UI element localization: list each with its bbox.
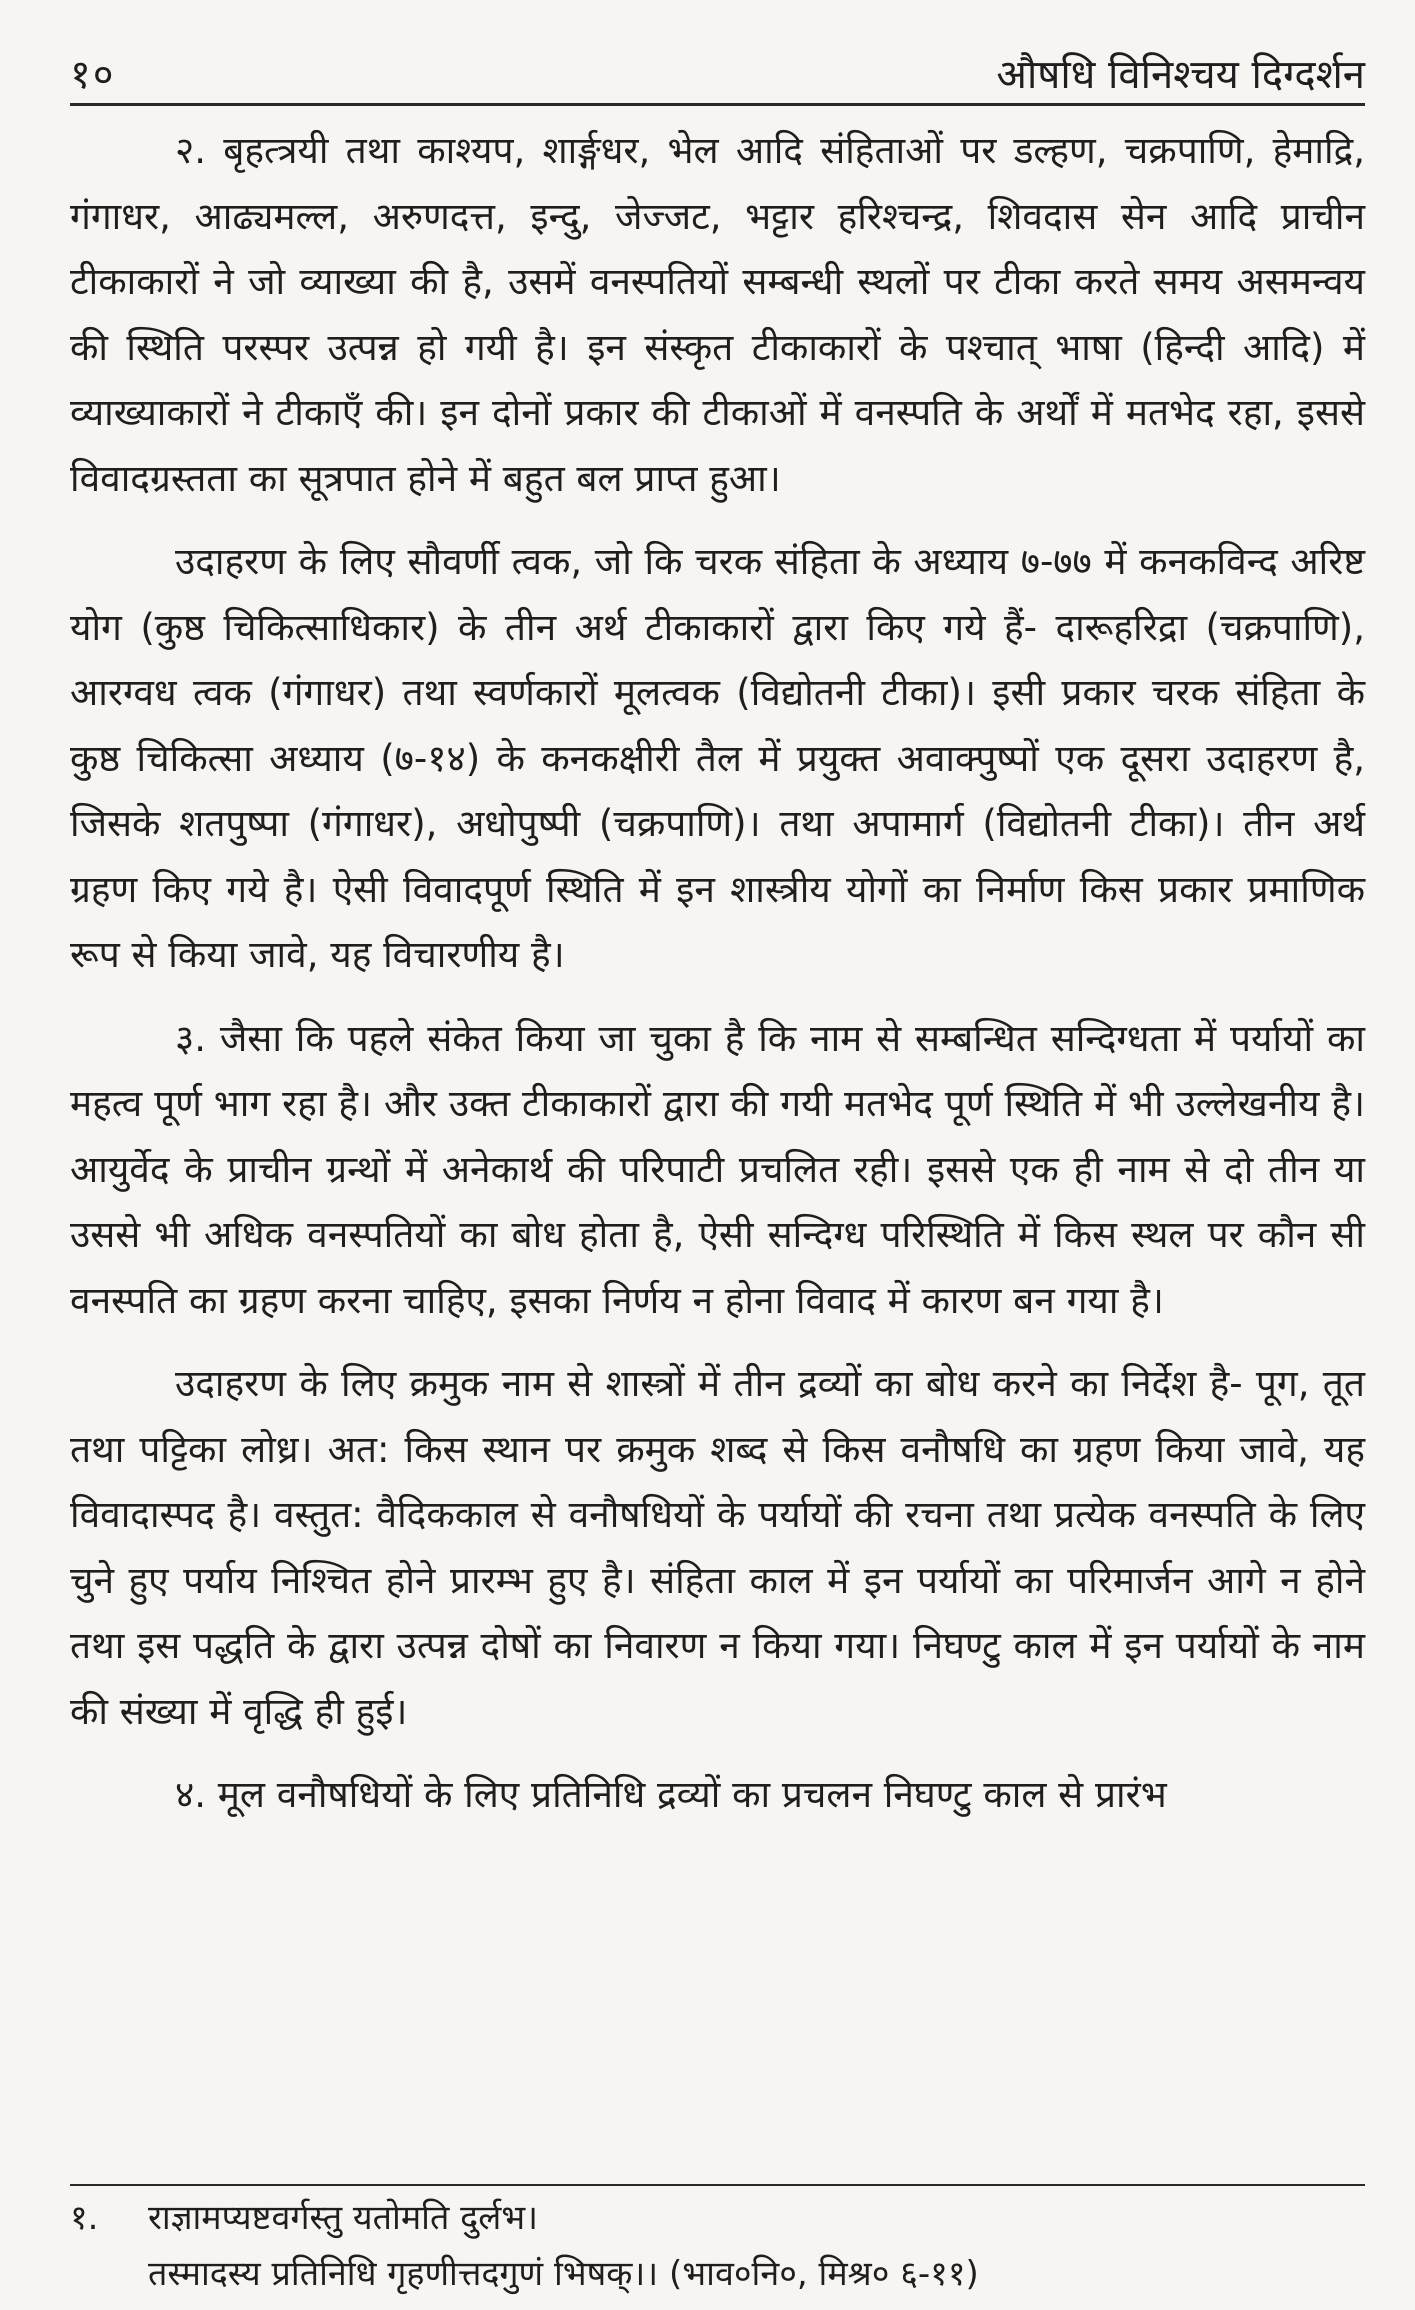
header-rule (70, 103, 1365, 106)
footnote-text: तस्मादस्य प्रतिनिधि गृहणीत्तदगुणं भिषक्।। (भाव०नि०, मिश्र० ६-११) (148, 2254, 979, 2294)
main-text (70, 118, 1365, 1828)
paragraph: २. बृहत्त्रयी तथा काश्यप, शार्ङ्गधर, भेल आदि संहिताओं पर डल्हण, चक्रपाणि, हेमाद्रि, गंगाधर, आढ्यमल्ल, अरुणदत्त, इन्दु, जेज्जट, भट्टार हरिश्चन्द्र, शिवदास सेन आदि प्राचीन टीकाकारों ने जो व्याख्या की है, उसमें वनस्पतियों सम्बन्धी स्थलों पर टीका करते समय असमन्वय की स्थिति परस्पर उत्पन्न हो गयी है। इन संस्कृत टीकाकारों के पश्चात् भाषा (हिन्दी आदि) में व्याख्याकारों ने टीकाएँ की। इन दोनों प्रकार की टीकाओं में वनस्पति के अर्थों में मतभेद रहा, इससे विवादग्रस्तता का सूत्रपात होने में बहुत बल प्राप्त हुआ। (70, 129, 1365, 500)
page-number: १० (70, 52, 116, 98)
footnote-marker: १. (70, 2198, 99, 2238)
footnote-line (70, 2190, 1365, 2246)
page-header (70, 40, 1365, 100)
running-title: औषधि विनिश्चय दिग्दर्शन (996, 52, 1365, 98)
paragraph: ४. मूल वनौषधियों के लिए प्रतिनिधि द्रव्यों का प्रचलन निघण्टु काल से प्रारंभ (175, 1773, 1167, 1816)
paragraph: ३. जैसा कि पहले संकेत किया जा चुका है कि नाम से सम्बन्धित सन्दिग्धता में पर्यायों का महत्व पूर्ण भाग रहा है। और उक्त टीकाकारों द्वारा की गयी मतभेद पूर्ण स्थिति में भी उल्लेखनीय है। आयुर्वेद के प्राचीन ग्रन्थों में अनेकार्थ की परिपाटी प्रचलित रही। इससे एक ही नाम से दो तीन या उससे भी अधिक वनस्पतियों का बोध होता है, ऐसी सन्दिग्ध परिस्थिति में किस स्थल पर कौन सी वनस्पति का ग्रहण करना चाहिए, इसका निर्णय न होना विवाद में कारण बन गया है। (70, 1016, 1365, 1322)
footnote-rule (70, 2184, 1365, 2186)
footnote (70, 2190, 1365, 2302)
footnote-text: राज्ञामप्यष्टवर्गस्तु यतोमति दुर्लभ। (148, 2198, 539, 2238)
paragraph: उदाहरण के लिए सौवर्णी त्वक, जो कि चरक संहिता के अध्याय ७-७७ में कनकविन्द अरिष्ट योग (कुष्ठ चिकित्साधिकार) के तीन अर्थ टीकाकारों द्वारा किए गये हैं- दारूहरिद्रा (चक्रपाणि), आरग्वध त्वक (गंगाधर) तथा स्वर्णकारों मूलत्वक (विद्योतनी टीका)। इसी प्रकार चरक संहिता के कुष्ठ चिकित्सा अध्याय (७-१४) के कनकक्षीरी तैल में प्रयुक्त अवाक्पुष्पों एक दूसरा उदाहरण है, जिसके शतपुष्पा (गंगाधर), अधोपुष्पी (चक्रपाणि)। तथा अपामार्ग (विद्योतनी टीका)। तीन अर्थ ग्रहण किए गये है। ऐसी विवादपूर्ण स्थिति में इन शास्त्रीय योगों का निर्माण किस प्रकार प्रमाणिक रूप से किया जावे, यह विचारणीय है। (70, 540, 1365, 976)
paragraph: उदाहरण के लिए क्रमुक नाम से शास्त्रों में तीन द्रव्यों का बोध करने का निर्देश है- पूग, तूत तथा पट्टिका लोध्र। अत: किस स्थान पर क्रमुक शब्द से किस वनौषधि का ग्रहण किया जावे, यह विवादास्पद है। वस्तुत: वैदिककाल से वनौषधियों के पर्यायों की रचना तथा प्रत्येक वनस्पति के लिए चुने हुए पर्याय निश्चित होने प्रारम्भ हुए है। संहिता काल में इन पर्यायों का परिमार्जन आगे न होने तथा इस पद्धति के द्वारा उत्पन्न दोषों का निवारण न किया गया। निघण्टु काल में इन पर्यायों के नाम की संख्या में वृद्धि ही हुई। (70, 1362, 1365, 1733)
